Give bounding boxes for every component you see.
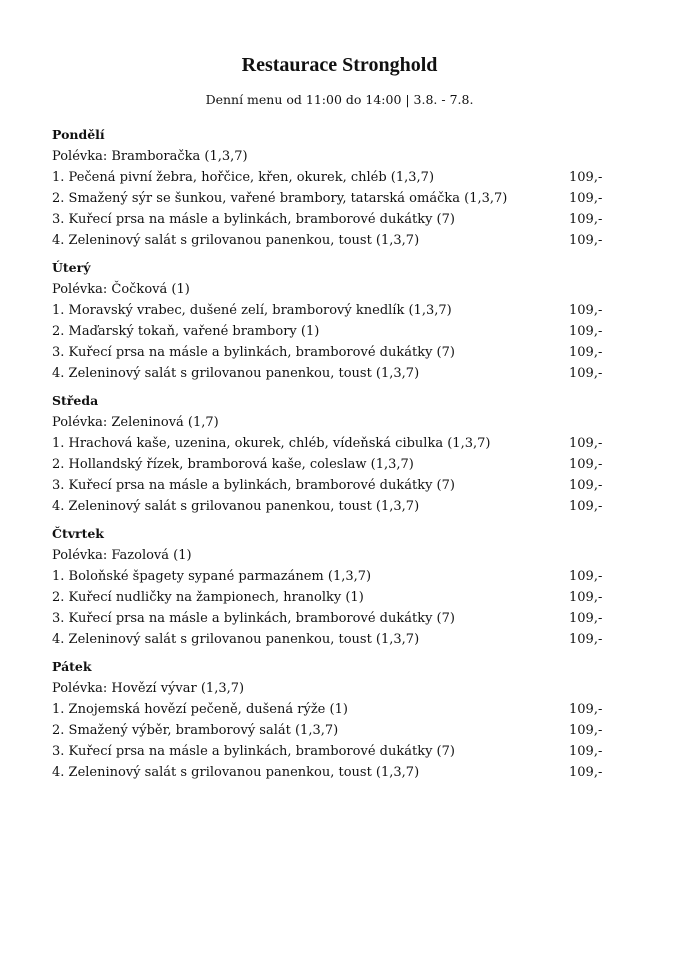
menu-item-price: 109,- [569, 569, 603, 584]
menu-item-price: 109,- [569, 499, 603, 514]
menu-item [52, 454, 612, 475]
menu-item-price: 109,- [569, 324, 603, 339]
menu-item [52, 475, 612, 496]
day-section-tuesday [52, 258, 612, 384]
soup-line: Polévka: Bramboračka (1,3,7) [52, 149, 248, 164]
menu-item [52, 741, 612, 762]
menu-item-text: 1. Moravský vrabec, dušené zelí, bramborový knedlík (1,3,7) [52, 303, 452, 318]
menu-item [52, 608, 612, 629]
menu-item-price: 109,- [569, 170, 603, 185]
soup-line: Polévka: Čočková (1) [52, 282, 190, 297]
menu-item-price: 109,- [569, 590, 603, 605]
day-section-friday [52, 657, 612, 783]
menu-item-price: 109,- [569, 303, 603, 318]
soup-line: Polévka: Hovězí vývar (1,3,7) [52, 681, 245, 696]
menu-item-price: 109,- [569, 478, 603, 493]
menu-item-price: 109,- [569, 611, 603, 626]
menu-item [52, 300, 612, 321]
day-name: Pátek [52, 659, 92, 674]
menu-item-price: 109,- [569, 723, 603, 738]
menu-item-text: 3. Kuřecí prsa na másle a bylinkách, bramborové dukátky (7) [52, 212, 455, 227]
menu-item-text: 4. Zeleninový salát s grilovanou panenkou, toust (1,3,7) [52, 632, 420, 647]
menu-item-text: 2. Smažený sýr se šunkou, vařené brambory, tatarská omáčka (1,3,7) [52, 191, 508, 206]
menu-item [52, 230, 612, 251]
menu-item-price: 109,- [569, 457, 603, 472]
menu-item [52, 433, 612, 454]
day-section-monday [52, 125, 612, 251]
menu-item [52, 629, 612, 650]
menu-item-price: 109,- [569, 436, 603, 451]
menu-item [52, 209, 612, 230]
soup-line: Polévka: Fazolová (1) [52, 548, 192, 563]
day-name: Čtvrtek [52, 526, 104, 541]
menu-item [52, 363, 612, 384]
menu-item [52, 587, 612, 608]
menu-item-text: 3. Kuřecí prsa na másle a bylinkách, bramborové dukátky (7) [52, 478, 455, 493]
day-name: Pondělí [52, 127, 105, 142]
menu-item-price: 109,- [569, 345, 603, 360]
menu-item-text: 1. Boloňské špagety sypané parmazánem (1,3,7) [52, 569, 372, 584]
menu-item [52, 720, 612, 741]
menu-item-price: 109,- [569, 191, 603, 206]
menu-item-text: 2. Kuřecí nudličky na žampionech, hranolky (1) [52, 590, 364, 605]
menu-item-price: 109,- [569, 702, 603, 717]
menu-item [52, 699, 612, 720]
menu-item-text: 1. Hrachová kaše, uzenina, okurek, chléb, vídeňská cibulka (1,3,7) [52, 436, 491, 451]
menu-item-text: 1. Pečená pivní žebra, hořčice, křen, okurek, chléb (1,3,7) [52, 170, 435, 185]
menu-item-price: 109,- [569, 632, 603, 647]
menu-item-text: 4. Zeleninový salát s grilovanou panenkou, toust (1,3,7) [52, 765, 420, 780]
menu-item-price: 109,- [569, 765, 603, 780]
soup-line: Polévka: Zeleninová (1,7) [52, 415, 219, 430]
menu-item [52, 762, 612, 783]
page-subtitle: Denní menu od 11:00 do 14:00 | 3.8. - 7.8. [205, 92, 474, 107]
menu-item-text: 4. Zeleninový salát s grilovanou panenkou, toust (1,3,7) [52, 233, 420, 248]
day-section-wednesday [52, 391, 612, 517]
menu-item-text: 2. Maďarský tokaň, vařené brambory (1) [52, 324, 320, 339]
day-name: Středa [52, 393, 99, 408]
menu-item-price: 109,- [569, 233, 603, 248]
page-title: Restaurace Stronghold [241, 54, 438, 76]
menu-item-text: 3. Kuřecí prsa na másle a bylinkách, bramborové dukátky (7) [52, 611, 455, 626]
menu-item-price: 109,- [569, 744, 603, 759]
menu-item [52, 321, 612, 342]
menu-item-price: 109,- [569, 366, 603, 381]
menu-item-text: 2. Hollandský řízek, bramborová kaše, coleslaw (1,3,7) [52, 457, 414, 472]
menu-item [52, 188, 612, 209]
menu-item-text: 2. Smažený výběr, bramborový salát (1,3,7) [52, 723, 339, 738]
day-name: Úterý [52, 260, 91, 275]
menu-item-text: 4. Zeleninový salát s grilovanou panenkou, toust (1,3,7) [52, 366, 420, 381]
day-section-thursday [52, 524, 612, 650]
menu-item-text: 3. Kuřecí prsa na másle a bylinkách, bramborové dukátky (7) [52, 345, 455, 360]
menu-item [52, 566, 612, 587]
menu-item-text: 3. Kuřecí prsa na másle a bylinkách, bramborové dukátky (7) [52, 744, 455, 759]
menu-item-price: 109,- [569, 212, 603, 227]
menu-item [52, 342, 612, 363]
menu-item-text: 4. Zeleninový salát s grilovanou panenkou, toust (1,3,7) [52, 499, 420, 514]
menu-item [52, 496, 612, 517]
menu-item [52, 167, 612, 188]
weekly-menu [52, 125, 612, 790]
menu-item-text: 1. Znojemská hovězí pečeně, dušená rýže (1) [52, 702, 348, 717]
